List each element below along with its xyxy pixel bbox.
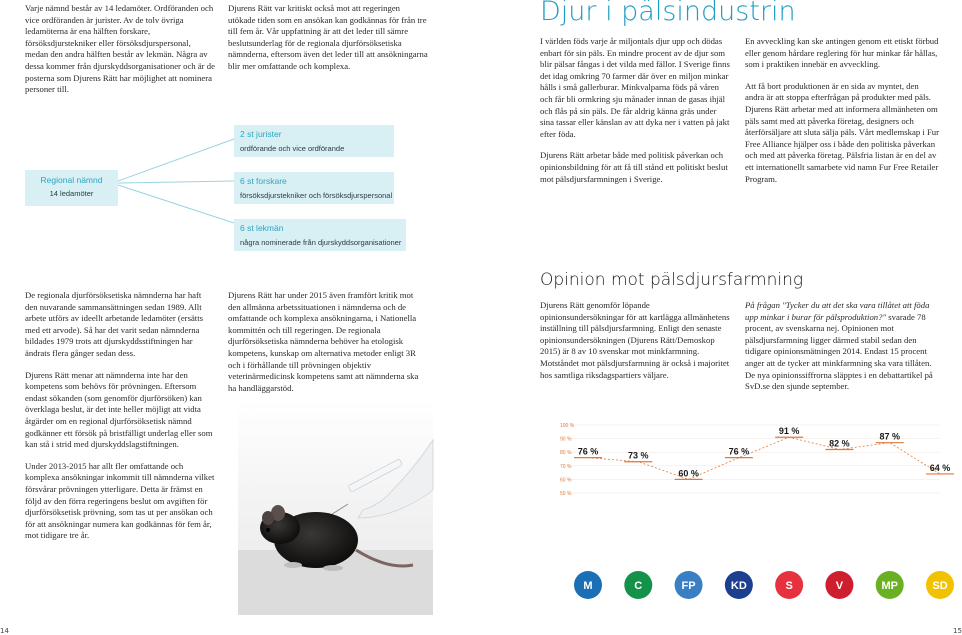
fur-column-1	[540, 36, 730, 195]
party-logo-letter: KD	[730, 580, 747, 592]
opinion-column-1	[540, 300, 730, 391]
fur-col2-paragraph: Att få bort produktionen är en sida av myntet, den andra är att stoppa efterfrågan på produkter med päls. Djurens Rätt arbetar med att informera allmänheten om päls samt med att påverka företag, designers och återförsäljare att sluta sälja päls. Vårt medlemskap i Fur Free Alliance hjälper oss i både den politiska påverkan och med att påverka företag. Pälsfria listan är en del av ett internationellt samarbete vid namn Fur Free Retailer Program.	[745, 80, 940, 184]
y-tick-label: 80 %	[560, 450, 572, 457]
mouse-text: Djurens Rätt var kritiskt också mot att regeringen utökade tiden som en ansökan kan godkännas för från tre till fem år. Vår uppfattning är att det leder till sämre beslutsunderlag för de regionala djurförsöksetiska nämnderna, eftersom även det leder till att ansökningarna blir mer omfattande och komplexa.	[228, 3, 428, 71]
value-label: 87 %	[879, 431, 900, 442]
left-col1-paragraph: De regionala djurförsöksetiska nämnderna har haft den nuvarande sammansättningen sedan 1989. Allt arbete utförs av ideellt arbetande ledamöter (ersätts med ett arvode). Så har det varit sedan nämnderna bildades 1979 trots att djurskyddsstiftningen har ändrats flera gånger sedan dess.	[25, 290, 204, 358]
y-tick-label: 60 %	[560, 477, 572, 484]
lab-mouse-photo	[238, 400, 433, 615]
value-label: 76 %	[728, 446, 750, 457]
researchers-title: 6 st forskare	[240, 176, 287, 186]
survey-result: svarade 78 procent, av svenskarna nej. Opinionen mot pälsdjursfarmning ligger därmed stabil sedan den tidigare opinionsmätningen 2014. Endast 15 procent anger att de tycker att minkfarmning ska vara tillåten. De nya opinionssiffrorna släpptes i en debattartikel på SvD.se den sjunde september.	[745, 311, 933, 392]
laymen-subtitle: några nominerade från djurskyddsorganisationer	[240, 238, 402, 247]
opinion-heading: Opinion mot pälsdjursfarmning	[540, 270, 804, 290]
party-logo-letter: C	[634, 580, 643, 592]
researchers-subtitle: försöksdjurstekniker och försöksdjurspersonal	[240, 191, 393, 200]
left-col1-paragraph: Djurens Rätt menar att nämnderna inte har den kompetens som behövs för prövningen. Eftersom endast sökanden (som genomför djurförsöken) kan överklaga beslut, är det inte heller möjligt att vidta åtgärder om en regional djurförsöksetisk nämnd godkänner ett försök på bristfälligt underlag eller som kan stå i strid med djurskyddslagstiftningen.	[25, 369, 213, 450]
survey-question: På frågan "Tycker du att det ska vara tillåtet att föda upp minkar i burar för pälsproduktion?"	[745, 300, 930, 322]
regional-board-title: Regional nämnd	[40, 175, 103, 185]
fur-col1-paragraph: Djurens Rätt arbetar både med politisk påverkan och opinionsbildning för att få till stånd ett politiskt beslut mot pälsdjursfarmningen i Sverige.	[540, 150, 728, 184]
value-label: 82 %	[829, 438, 850, 449]
party-opinion-chart	[540, 415, 950, 605]
value-label: 91 %	[778, 426, 800, 437]
party-logo-letter: S	[785, 580, 793, 592]
y-tick-label: 70 %	[560, 463, 572, 470]
regional-board-box	[25, 170, 118, 206]
value-label: 73 %	[628, 450, 649, 461]
party-logo-letter: M	[583, 580, 593, 592]
page-number-left: 14	[0, 627, 9, 635]
left-column-2	[228, 290, 426, 404]
y-tick-label: 50 %	[560, 491, 572, 497]
fur-col1-paragraph: I världen föds varje år miljontals djur upp och dödas enbart för sin päls. En mindre procent av de djur som blir pälsar fångas i det vilda med fällor. I Sverige finns det idag omkring 70 farmer där över en miljon minkar hålls i små gallerburar. Minkvalparna föds på våren och får bli ormkring sju månader innan de gasas ihjäl och flås på sin päls. De får aldrig känna gräs under sina tassar eller känslan av att dyka ner i vatten på jakt efter föda.	[540, 36, 730, 139]
fur-column-2	[745, 36, 940, 195]
intro-text: Varje nämnd består av 14 ledamöter. Ordföranden och vice ordföranden är jurister. Av de tolv övriga ledamöterna är ena hälften forskare, försöksdjurstekniker eller försöksdjurspersonal, medan den andra hälften består av lekmän. Några av dessa kommer från djurskyddsorganisationer och är de posterna som Djurens Rätt har möjlighet att nominera personer till.	[25, 3, 215, 95]
y-tick-label: 100 %	[560, 423, 575, 429]
value-label: 64 %	[929, 462, 951, 473]
laymen-box	[234, 219, 406, 251]
fur-col2-paragraph: En avveckling kan ske antingen genom ett etiskt förbud eller genom hårdare reglering för hur minkar får hållas, som i praktiken innebär en avveckling.	[745, 36, 939, 70]
lawyers-title: 2 st jurister	[240, 129, 282, 139]
lawyers-subtitle: ordförande och vice ordförande	[240, 144, 345, 153]
value-label: 60 %	[678, 468, 699, 479]
fur-industry-heading: Djur i pälsindustrin	[540, 0, 796, 27]
party-logo-letter: SD	[932, 580, 948, 592]
page-number-right: 15	[953, 627, 962, 635]
party-logo-letter: MP	[881, 580, 898, 592]
researchers-box	[234, 172, 394, 204]
y-tick-label: 90 %	[560, 436, 572, 443]
opinion-col1-paragraph: Djurens Rätt genomför löpande opinionsundersökningar för att kartlägga allmänhetens inställning till pälsdjursfarmning. Enligt den senaste opinionsundersökningen (Djurens Rätt/Demoskop 2015) är 8 av 10 svenskar mot minkfarmning. Motståndet mot pälsdjursfarmning är också i majoritet hos samtliga riksdagspartiers väljare.	[540, 300, 730, 380]
party-logo-letter: FP	[681, 580, 696, 592]
opinion-column-2	[745, 300, 940, 403]
regional-board-subtitle: 14 ledamöter	[49, 189, 94, 198]
left-col1-paragraph: Under 2013-2015 har allt fler omfattande och komplexa ansökningar inkommit till nämnderna vilket försvårar prövningen ytterligare. Detta är främst en följd av den förra regeringens beslut om avgiften för djurförsöksetisk prövning, som tas ut per ansökan och för att ansökningar numera kan godkännas för fem år, mot tidigare tre år.	[25, 460, 215, 541]
left-col2-paragraph: Djurens Rätt har under 2015 även framfört kritik mot den allmänna arbetssituationen i nämnderna och de omfattande och komplexa ansökningarna, i Nationella kommittén och till regeringen. De regionala djurförsöksetiska nämnderna behöver ha etologisk kompetens, kunskap om alternativa metoder enligt 3R och i förhållande till prövningen objektiv veterinärmedicinsk kompetens samt att nämnderna ska ha handläggarstöd.	[228, 290, 419, 393]
opinion-col2-paragraph	[745, 300, 940, 393]
party-logo-letter: V	[835, 580, 844, 592]
diagram-connectors	[118, 125, 234, 235]
value-label: 76 %	[577, 446, 599, 457]
lawyers-box	[234, 125, 394, 157]
left-column-1	[25, 290, 215, 552]
laymen-title: 6 st lekmän	[240, 223, 284, 233]
